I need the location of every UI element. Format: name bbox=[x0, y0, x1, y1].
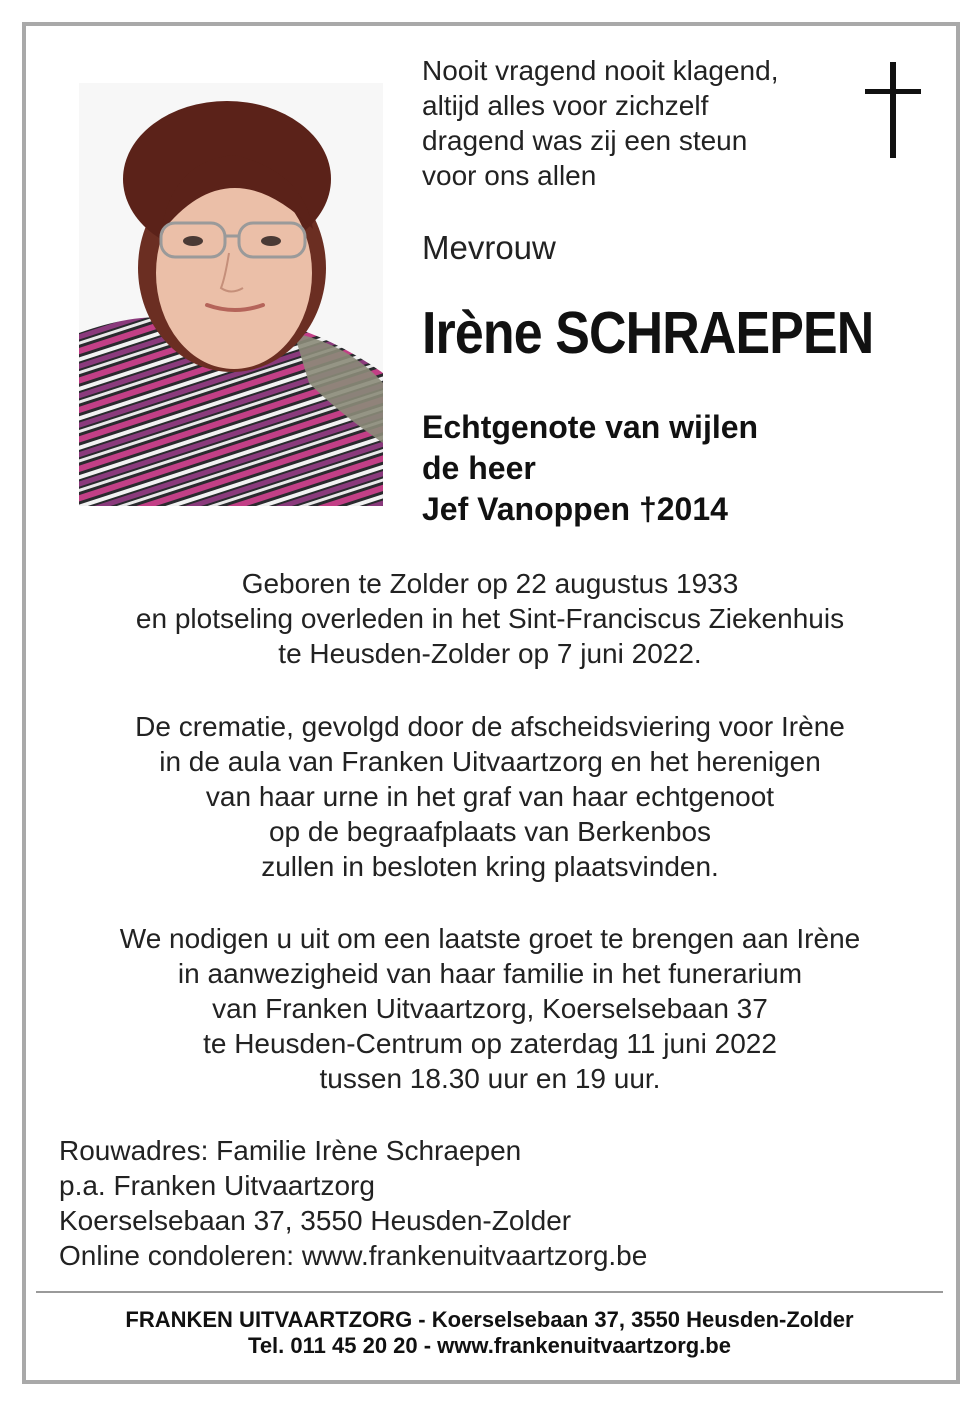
address-line: Koerselsebaan 37, 3550 Heusden-Zolder bbox=[59, 1205, 572, 1236]
cremation-line: De crematie, gevolgd door de afscheidsviering voor Irène bbox=[135, 711, 845, 742]
visitation-paragraph bbox=[40, 921, 940, 1096]
poem-line: voor ons allen bbox=[422, 160, 597, 191]
visitation-line: van Franken Uitvaartzorg, Koerselsebaan 37 bbox=[212, 993, 768, 1024]
address-line: p.a. Franken Uitvaartzorg bbox=[59, 1170, 375, 1201]
deceased-name: Irène SCHRAEPEN bbox=[422, 300, 874, 366]
poem-line: dragend was zij een steun bbox=[422, 125, 748, 156]
spouse-line: Jef Vanoppen †2014 bbox=[422, 491, 728, 527]
poem bbox=[422, 53, 778, 193]
footer-divider bbox=[36, 1291, 943, 1293]
cremation-line: op de begraafplaats van Berkenbos bbox=[268, 816, 712, 847]
cremation-line: zullen in besloten kring plaatsvinden. bbox=[261, 851, 719, 882]
footer-line: Tel. 011 45 20 20 - www.frankenuitvaartzorg.be bbox=[248, 1333, 731, 1358]
birth-death-paragraph bbox=[40, 566, 940, 671]
cremation-line: in de aula van Franken Uitvaartzorg en het herenigen bbox=[159, 746, 821, 777]
address-line: Rouwadres: Familie Irène Schraepen bbox=[59, 1135, 522, 1166]
birth-line: Geboren te Zolder op 22 augustus 1933 bbox=[241, 568, 739, 599]
spouse-line: Echtgenote van wijlen bbox=[422, 409, 759, 445]
footer-line: FRANKEN UITVAARTZORG - Koerselsebaan 37, 3550 Heusden-Zolder bbox=[125, 1307, 854, 1332]
poem-line: altijd alles voor zichzelf bbox=[422, 90, 709, 121]
salutation: Mevrouw bbox=[422, 229, 556, 266]
cremation-line: van haar urne in het graf van haar echtgenoot bbox=[205, 781, 775, 812]
spouse-line: de heer bbox=[422, 450, 536, 486]
visitation-line: in aanwezigheid van haar familie in het funerarium bbox=[177, 958, 803, 989]
birth-line: te Heusden-Zolder op 7 juni 2022. bbox=[278, 638, 702, 669]
portrait-photo bbox=[79, 83, 383, 506]
mourning-address bbox=[59, 1133, 647, 1273]
visitation-line: te Heusden-Centrum op zaterdag 11 juni 2022 bbox=[203, 1028, 777, 1059]
visitation-line: We nodigen u uit om een laatste groet te brengen aan Irène bbox=[119, 923, 861, 954]
address-line: Online condoleren: www.frankenuitvaartzorg.be bbox=[59, 1240, 648, 1271]
visitation-line: tussen 18.30 uur en 19 uur. bbox=[319, 1063, 661, 1094]
cremation-paragraph bbox=[40, 709, 940, 884]
cross-icon bbox=[865, 62, 921, 158]
spouse-info bbox=[422, 407, 758, 530]
birth-line: en plotseling overleden in het Sint-Franciscus Ziekenhuis bbox=[135, 603, 845, 634]
poem-line: Nooit vragend nooit klagend, bbox=[422, 55, 779, 86]
funeral-home-footer bbox=[36, 1307, 943, 1359]
